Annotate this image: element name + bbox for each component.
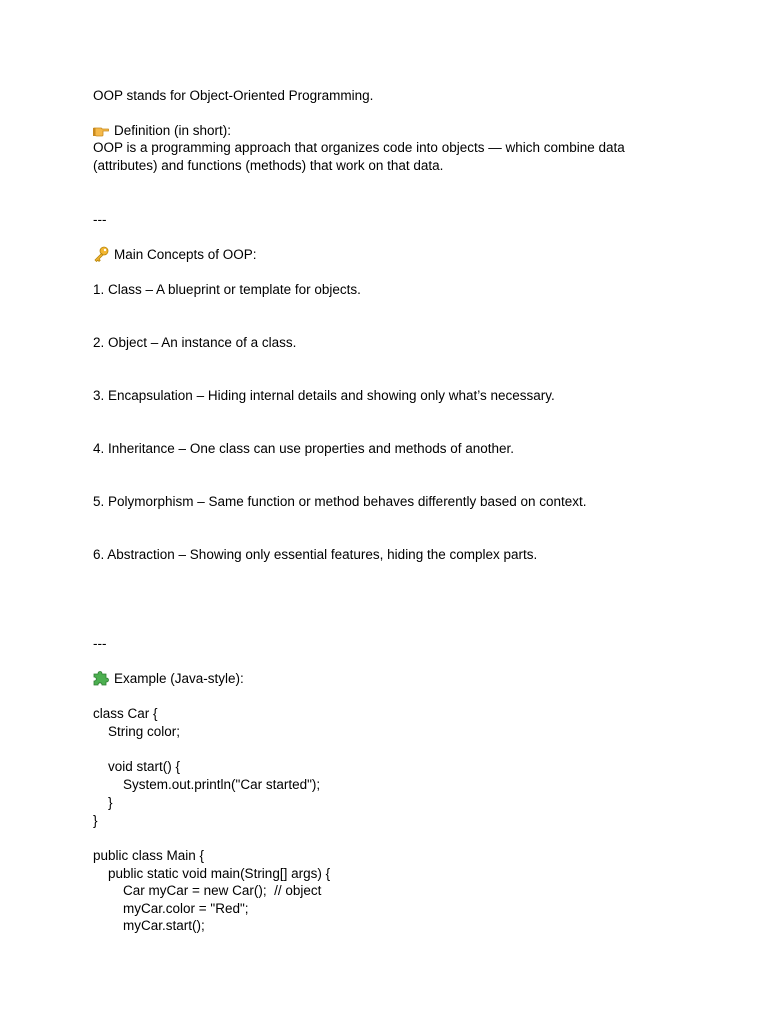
definition-heading: Definition (in short): (114, 123, 232, 138)
code-line: System.out.println("Car started"); (93, 777, 321, 792)
code-line: public class Main { (93, 848, 205, 863)
code-line: String color; (93, 724, 181, 739)
puzzle-piece-icon (93, 670, 109, 686)
concepts-heading: Main Concepts of OOP: (114, 247, 257, 262)
code-line: } (93, 813, 98, 828)
separator: --- (93, 636, 107, 651)
concept-item-class: 1. Class – A blueprint or template for objects. (93, 282, 361, 297)
concept-item-polymorphism: 5. Polymorphism – Same function or method behaves differently based on context. (93, 494, 587, 509)
code-line: } (93, 795, 113, 810)
separator: --- (93, 212, 107, 227)
example-heading-line (93, 670, 244, 687)
example-heading: Example (Java-style): (114, 671, 244, 686)
code-line: void start() { (93, 759, 181, 774)
code-line: myCar.start(); (93, 918, 205, 933)
code-line: public static void main(String[] args) { (93, 866, 331, 881)
key-icon (93, 246, 109, 262)
concept-item-object: 2. Object – An instance of a class. (93, 335, 297, 350)
pointing-hand-icon (93, 122, 109, 138)
definition-body-line-2: (attributes) and functions (methods) that work on that data. (93, 158, 444, 173)
code-line: Car myCar = new Car(); // object (93, 883, 322, 898)
code-line: myCar.color = "Red"; (93, 901, 249, 916)
concepts-heading-line (93, 246, 257, 263)
concept-item-encapsulation: 3. Encapsulation – Hiding internal details and showing only what’s necessary. (93, 388, 555, 403)
definition-body-line-1: OOP is a programming approach that organizes code into objects — which combine data (93, 140, 625, 155)
intro-line: OOP stands for Object-Oriented Programming. (93, 88, 374, 103)
definition-heading-line (93, 122, 231, 139)
code-line: class Car { (93, 706, 158, 721)
concept-item-abstraction: 6. Abstraction – Showing only essential features, hiding the complex parts. (93, 547, 538, 562)
concept-item-inheritance: 4. Inheritance – One class can use properties and methods of another. (93, 441, 515, 456)
